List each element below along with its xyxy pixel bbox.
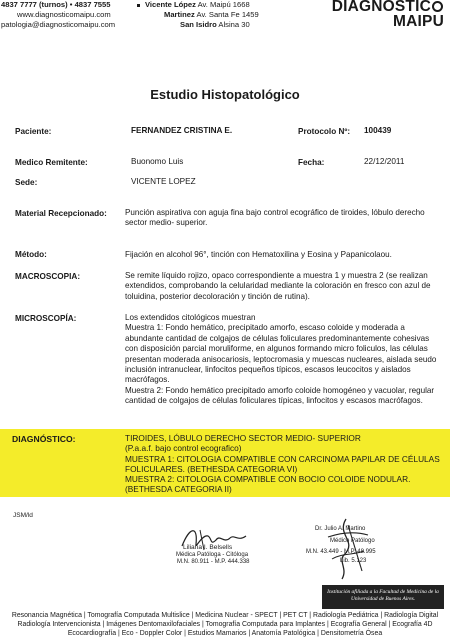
sede-label: Sede: (15, 178, 38, 187)
protocolo-value: 100439 (364, 126, 392, 135)
paciente-label: Paciente: (15, 127, 52, 136)
macroscopia-label: MACROSCOPIA: (15, 272, 81, 281)
fecha-label: Fecha: (298, 158, 325, 167)
protocolo-label: Protocolo Nº: (298, 127, 351, 136)
left-signature-license: M.N. 80.911 - M.P. 444.338 (177, 559, 250, 565)
metodo-label: Método: (15, 250, 47, 259)
diagnostico-label: DIAGNÓSTICO: (12, 434, 76, 444)
page-title: Estudio Histopatológico (150, 87, 300, 102)
right-signature-name: Dr. Julio A. Martino (315, 526, 366, 532)
right-signature-title: Médico Patólogo (330, 538, 375, 544)
brand-logo: DIAGNOSTIC MAIPU (331, 0, 444, 30)
sede-value: VICENTE LOPEZ (131, 177, 196, 186)
header-phones: 4837 7777 (turnos) • 4837 7555 (1, 0, 111, 9)
right-signature-lib: Lib. 5.123 (340, 558, 367, 564)
footer-services-line2: Radiología Intervencionista | Imágenes Dentomaxilofaciales | Tomografía Computada para Implantes | Ecografía General | Ecografía 4D (17, 621, 433, 628)
medico-label: Medico Remitente: (15, 158, 88, 167)
right-signature-license: M.N. 43.449 - M.P. 48.995 (306, 549, 376, 555)
institution-affiliation-badge: Institución afiliada a la Facultad de Medicina de la Universidad de Buenos Aires. (322, 585, 444, 609)
fecha-value: 22/12/2011 (364, 157, 405, 166)
brand-logo-circle-icon (432, 1, 443, 12)
branch-vicente-lopez: Vicente López Av. Maipú 1668 (145, 0, 250, 9)
header-email[interactable]: patologia@diagnosticomaipu.com (1, 20, 116, 29)
microscopia-label: MICROSCOPÍA: (15, 314, 77, 323)
typist-initials: JSM/ld (13, 512, 33, 519)
left-signature-name: Liliana I. Belsells (183, 544, 233, 551)
macroscopia-value: Se remite líquido rojizo, opaco correspondiente a muestra 1 y muestra 2 (se realizan extendidos, comprobando la celularidad mediante la coloración en fresco con azul de toluidina, posterior decoloración y tinción de rutina). (125, 271, 431, 301)
left-signature-title: Médica Patóloga - Citóloga (176, 552, 249, 558)
branch-san-isidro: San Isidro Alsina 30 (180, 20, 250, 29)
diagnostico-value: TIROIDES, LÓBULO DERECHO SECTOR MEDIO- SUPERIOR (P.a.a.f. bajo control ecografico) MUESTRA 1: CITOLOGIA COMPATIBLE CON CARCINOMA PAPILAR DE CÉLULAS FOLICULARES. (BETHESDA CATEGORIA VI) MUESTRA 2: CITOLOGIA COMPATIBLE CON BOCIO COLOIDE NODULAR. (BETHESDA CATEGORIA II) (125, 433, 440, 495)
branch-martinez: Martinez Av. Santa Fe 1459 (164, 10, 259, 19)
footer-services-line3: Ecocardiografía | Eco - Doppler Color | Estudios Mamarios | Anatomía Patológica | Densitometría Ósea (67, 630, 383, 637)
header-bullet (137, 4, 140, 7)
footer-services-line1: Resonancia Magnética | Tomografía Computada Multislice | Medicina Nuclear - SPECT | PET CT | Radiología Pediátrica | Radiología Digital (11, 612, 439, 619)
microscopia-value: Los extendidos citológicos muestran Muestra 1: Fondo hemático, precipitado amorfo, escaso coloide y moderada a abundante cantidad de colgajos de células foliculares predominantemente cohesivas con disposición parcial moruliforme, en algunos formando micro foliculos, las células presentan moderada anisocariosis, leptocromasia y muescas nucleares, aislada seudo inclusión intranuclear, linfocitos pequeños típicos, escasos leucocitos y aislados macrófagos. Muestra 2: Fondo hemático precipitado amorfo coloide homogéneo y vacuolar, regular cantidad de colgajos de células foliculares típicas, linfocitos y escasos macrófagos. (125, 313, 437, 406)
medico-value: Buonomo Luis (131, 157, 184, 166)
material-label: Material Recepcionado: (15, 209, 107, 218)
header-website[interactable]: www.diagnosticomaipu.com (17, 10, 111, 19)
paciente-value: FERNANDEZ CRISTINA E. (131, 126, 233, 135)
material-value: Punción aspirativa con aguja fina bajo control ecográfico de tiroides, lóbulo derecho sector medio- superior. (125, 208, 425, 228)
metodo-value: Fijación en alcohol 96°, tinción con Hematoxilina y Eosina y Papanicolaou. (125, 250, 392, 259)
